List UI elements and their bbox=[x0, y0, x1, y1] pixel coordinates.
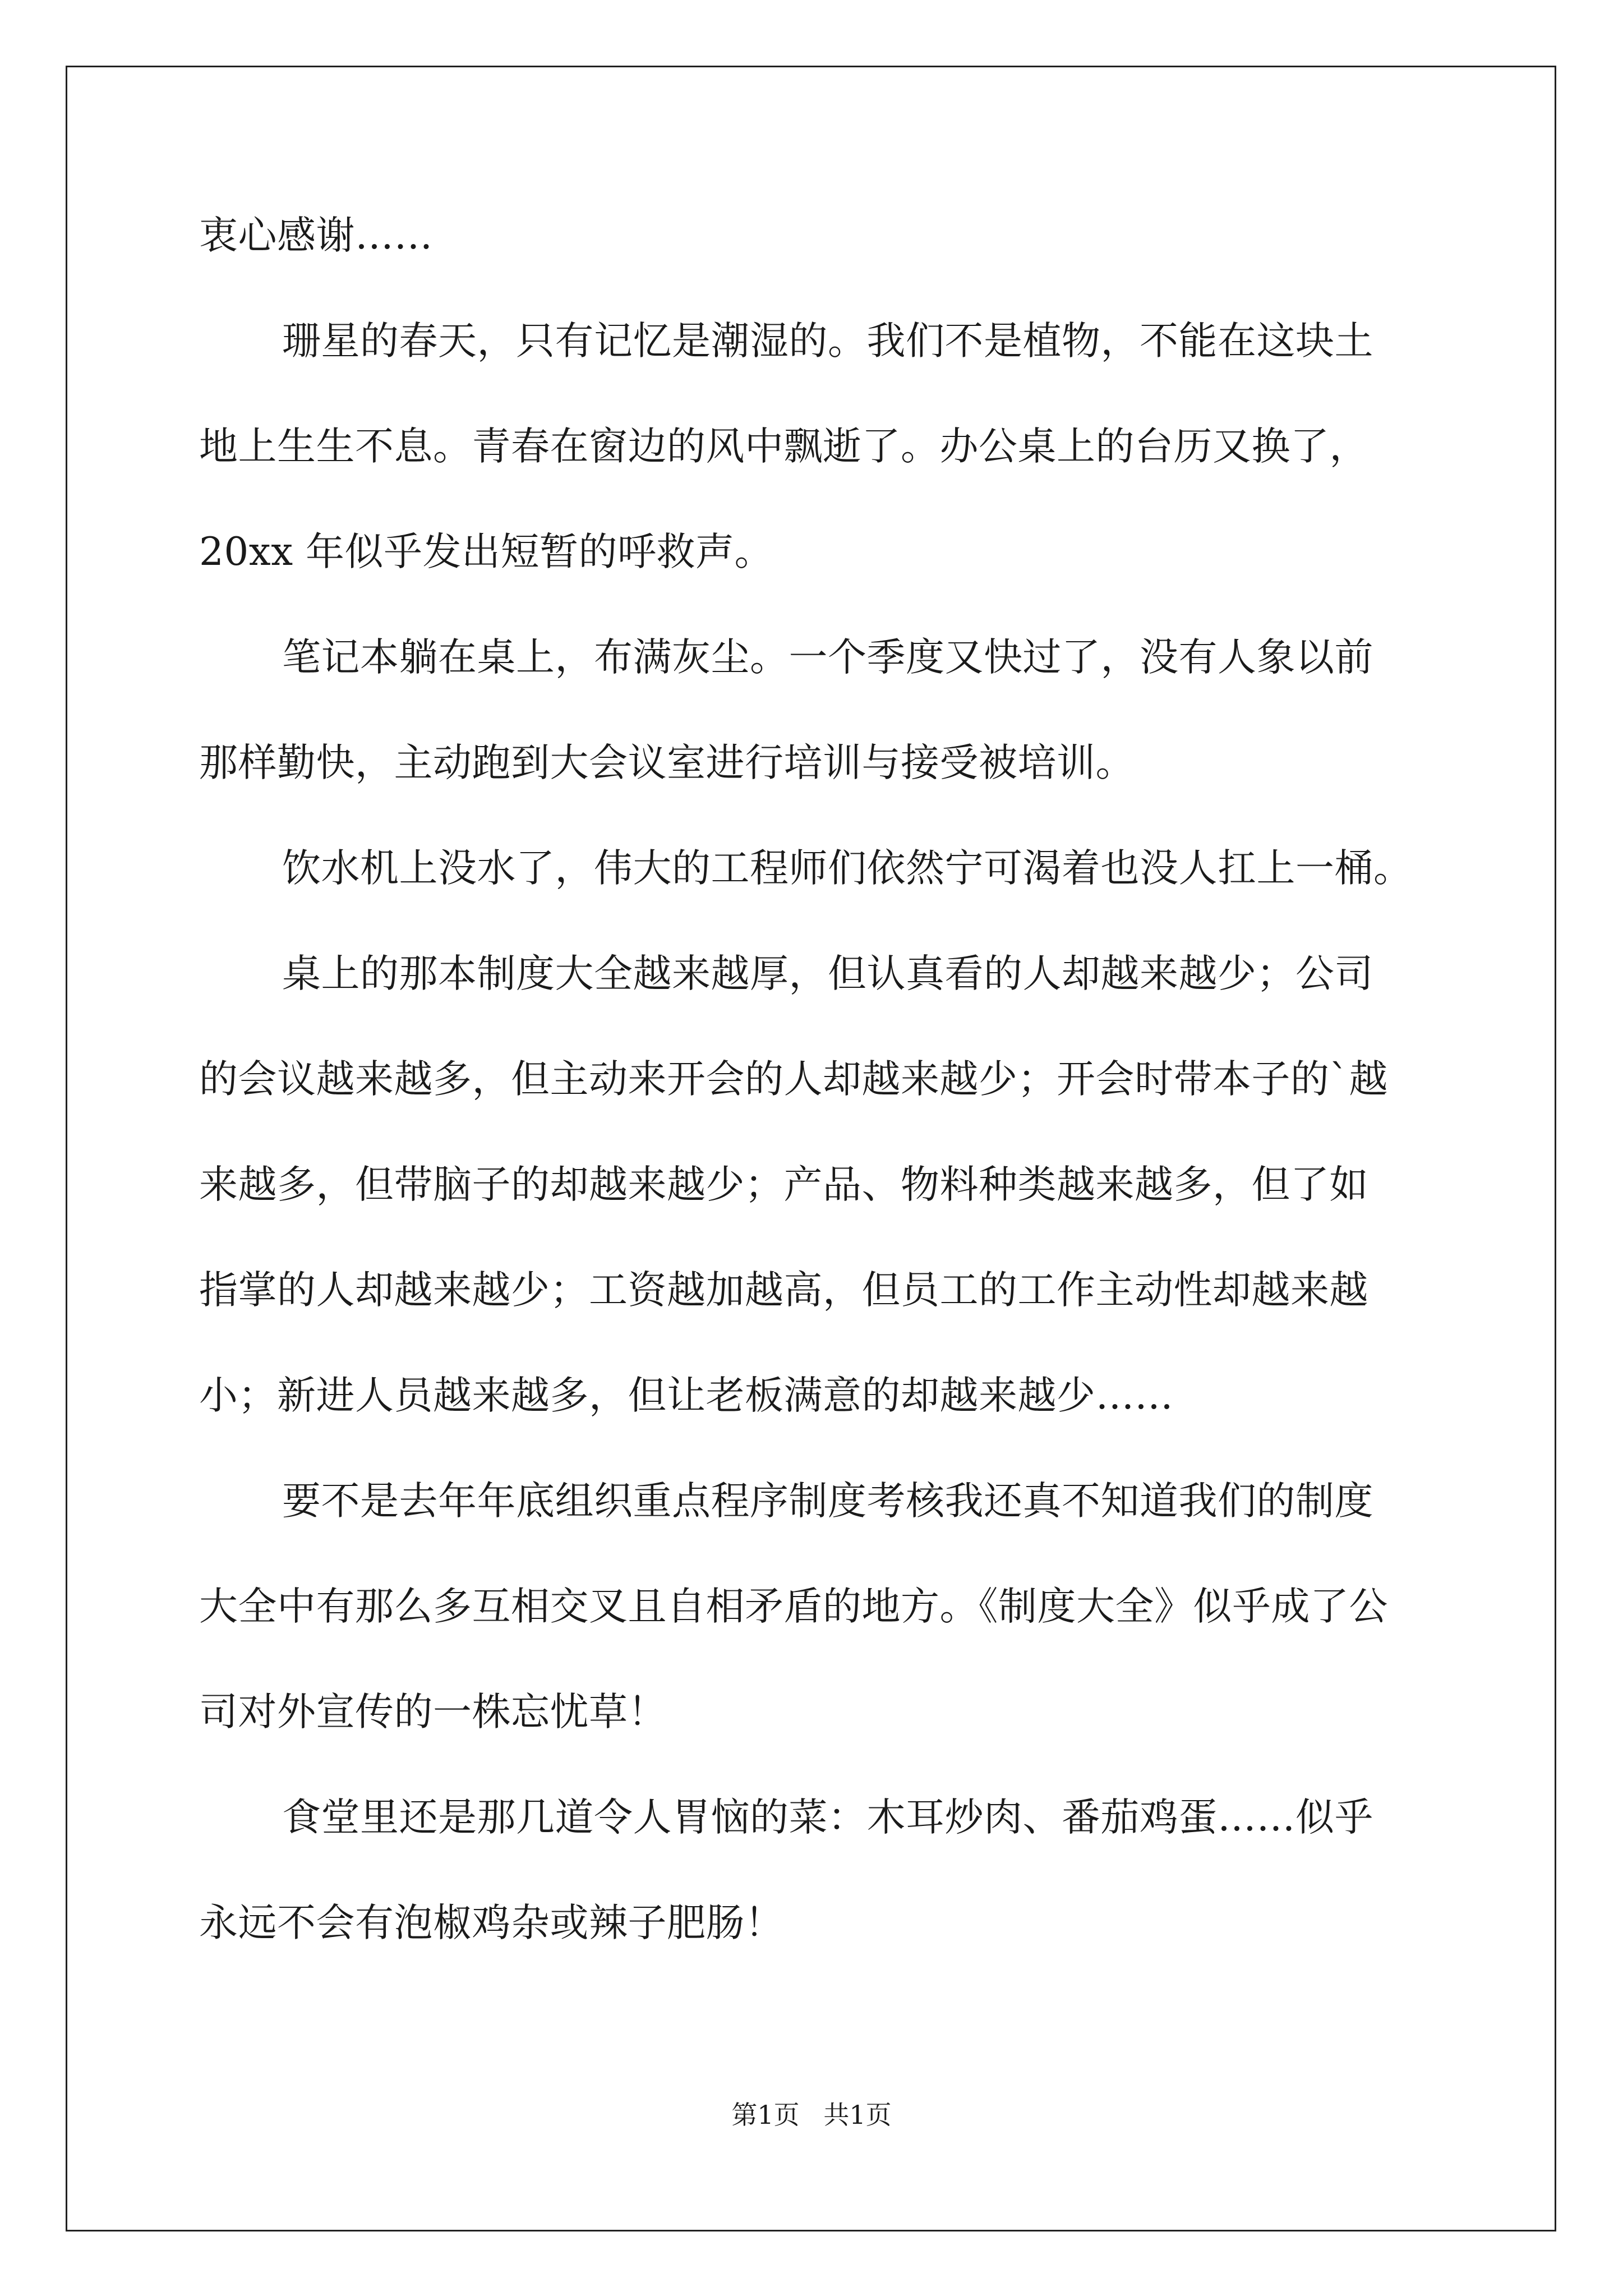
page-number: 第1页 bbox=[731, 2100, 800, 2130]
text-line: 永远不会有泡椒鸡杂或辣子肥肠！ bbox=[199, 1901, 784, 1945]
page-footer bbox=[0, 2098, 1623, 2132]
text-line: 来越多，但带脑子的却越来越少；产品、物料种类越来越多，但了如 bbox=[199, 1162, 1368, 1207]
text-line: 的会议越来越多，但主动来开会的人却越来越少；开会时带本子的`越 bbox=[199, 1057, 1388, 1102]
text-line: 那样勤快，主动跑到大会议室进行培训与接受被培训。 bbox=[199, 740, 1135, 785]
paragraph-first-line: 食堂里还是那几道令人胃恼的菜：木耳炒肉、番茄鸡蛋……似乎 bbox=[282, 1795, 1373, 1840]
text-line: 大全中有那么多互相交叉且自相矛盾的地方。《制度大全》似乎成了公 bbox=[199, 1584, 1388, 1629]
paragraph-first-line: 饮水机上没水了，伟大的工程师们依然宁可渴着也没人扛上一桶。 bbox=[282, 846, 1413, 891]
text-line: 20xx 年似乎发出短暂的呼救声。 bbox=[199, 530, 774, 574]
paragraph-first-line: 要不是去年年底组织重点程序制度考核我还真不知道我们的制度 bbox=[282, 1479, 1373, 1524]
paragraph-first-line: 桌上的那本制度大全越来越厚，但认真看的人却越来越少；公司 bbox=[282, 951, 1373, 996]
text-line: 指掌的人却越来越少；工资越加越高，但员工的工作主动性却越来越 bbox=[199, 1268, 1368, 1313]
text-line: 小；新进人员越来越多，但让老板满意的却越来越少…… bbox=[199, 1373, 1174, 1418]
paragraph-first-line: 笔记本躺在桌上，布满灰尘。一个季度又快过了，没有人象以前 bbox=[282, 635, 1373, 680]
text-line: 地上生生不息。青春在窗边的风中飘逝了。办公桌上的台历又换了， bbox=[199, 424, 1368, 469]
page-total: 共1页 bbox=[823, 2100, 892, 2130]
text-line: 司对外宣传的一株忘忧草！ bbox=[199, 1690, 667, 1734]
text-line: 衷心感谢…… bbox=[199, 213, 433, 258]
paragraph-first-line: 珊星的春天，只有记忆是潮湿的。我们不是植物，不能在这块土 bbox=[282, 319, 1373, 364]
